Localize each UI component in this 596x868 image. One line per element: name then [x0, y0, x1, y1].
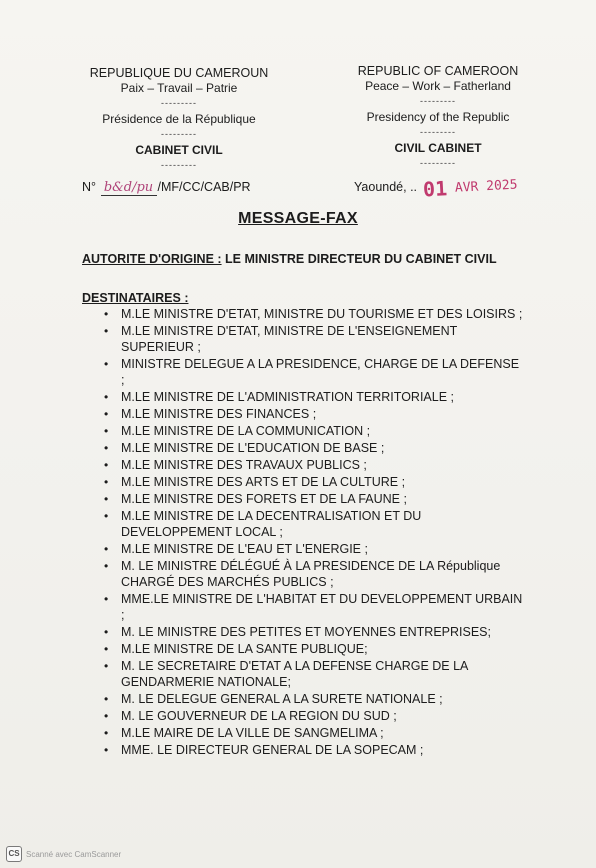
destinataire-item: • M.LE MINISTRE D'ETAT, MINISTRE DU TOURISME ET DES LOISIRS ;	[104, 306, 524, 322]
reference-suffix: /MF/CC/CAB/PR	[157, 180, 251, 194]
separator: ---------	[420, 96, 456, 106]
scanner-footer	[6, 846, 121, 862]
destinataire-item: • M. LE MINISTRE DES PETITES ET MOYENNES ENTREPRISES;	[104, 624, 524, 640]
header-left	[74, 66, 284, 174]
camscanner-logo: CS	[6, 846, 22, 862]
motto-en: Peace – Work – Fatherland	[365, 79, 511, 93]
office-en: Presidency of the Republic	[366, 110, 510, 124]
country-en: REPUBLIC OF CAMEROON	[357, 64, 519, 78]
destinataire-item: • MME.LE MINISTRE DE L'HABITAT ET DU DEVELOPPEMENT URBAIN ;	[104, 591, 524, 623]
reference-number	[82, 180, 251, 196]
country-fr: REPUBLIQUE DU CAMEROUN	[89, 66, 269, 80]
destinataire-item: • M.LE MINISTRE DE L'EDUCATION DE BASE ;	[104, 440, 524, 456]
office-fr: Présidence de la République	[102, 112, 256, 126]
destinataire-item: • M. LE SECRETAIRE D'ETAT A LA DEFENSE CHARGE DE LA GENDARMERIE NATIONALE;	[104, 658, 524, 690]
destinataire-item: • MME. LE DIRECTEUR GENERAL DE LA SOPECAM ;	[104, 742, 524, 758]
destinataires-label: DESTINATAIRES :	[82, 291, 189, 305]
separator: ---------	[161, 160, 197, 170]
autorite-origine	[82, 252, 512, 267]
cabinet-en: CIVIL CABINET	[394, 141, 482, 155]
destinataire-item: • M.LE MINISTRE DE L'EAU ET L'ENERGIE ;	[104, 541, 524, 557]
destinataire-item: • M.LE MAIRE DE LA VILLE DE SANGMELIMA ;	[104, 725, 524, 741]
destinataire-item: • M. LE GOUVERNEUR DE LA REGION DU SUD ;	[104, 708, 524, 724]
destinataire-item: • M. LE MINISTRE DÉLÉGUÉ À LA PRESIDENCE DE LA République CHARGÉ DES MARCHÉS PUBLICS ;	[104, 558, 524, 590]
date-line	[354, 175, 518, 202]
document-title: MESSAGE-FAX	[238, 210, 358, 227]
cabinet-fr: CABINET CIVIL	[135, 143, 223, 157]
destinataire-item: • M.LE MINISTRE DES FORETS ET DE LA FAUNE ;	[104, 491, 524, 507]
autorite-label: AUTORITE D'ORIGINE :	[82, 252, 222, 266]
destinataires-list	[104, 306, 524, 759]
scanner-text: Scanné avec CamScanner	[26, 849, 122, 859]
destinataire-item: • M.LE MINISTRE D'ETAT, MINISTRE DE L'ENSEIGNEMENT SUPERIEUR ;	[104, 323, 524, 355]
destinataire-item: • M. LE DELEGUE GENERAL A LA SURETE NATIONALE ;	[104, 691, 524, 707]
destinataire-item: • M.LE MINISTRE DE L'ADMINISTRATION TERRITORIALE ;	[104, 389, 524, 405]
autorite-value: LE MINISTRE DIRECTEUR DU CABINET CIVIL	[225, 252, 497, 266]
reference-handwritten-number: b&d/pu	[101, 180, 157, 196]
separator: ---------	[161, 98, 197, 108]
date-stamp-month-year: AVR 2025	[454, 177, 518, 196]
separator: ---------	[420, 127, 456, 137]
header-right	[338, 64, 538, 172]
destinataire-item: • M.LE MINISTRE DE LA SANTE PUBLIQUE;	[104, 641, 524, 657]
reference-prefix: N°	[82, 180, 97, 194]
date-stamp-day: 01	[421, 176, 448, 202]
date-stamp	[422, 173, 518, 202]
motto-fr: Paix – Travail – Patrie	[120, 81, 238, 95]
destinataire-item: • M.LE MINISTRE DE LA DECENTRALISATION ET DU DEVELOPPEMENT LOCAL ;	[104, 508, 524, 540]
destinataire-item: • M.LE MINISTRE DES FINANCES ;	[104, 406, 524, 422]
separator: ---------	[161, 129, 197, 139]
separator: ---------	[420, 158, 456, 168]
destinataire-item: • MINISTRE DELEGUE A LA PRESIDENCE, CHARGE DE LA DEFENSE ;	[104, 356, 524, 388]
destinataire-item: • M.LE MINISTRE DES TRAVAUX PUBLICS ;	[104, 457, 524, 473]
destinataire-item: • M.LE MINISTRE DES ARTS ET DE LA CULTURE ;	[104, 474, 524, 490]
destinataire-item: • M.LE MINISTRE DE LA COMMUNICATION ;	[104, 423, 524, 439]
date-place: Yaoundé, ..	[354, 180, 418, 194]
